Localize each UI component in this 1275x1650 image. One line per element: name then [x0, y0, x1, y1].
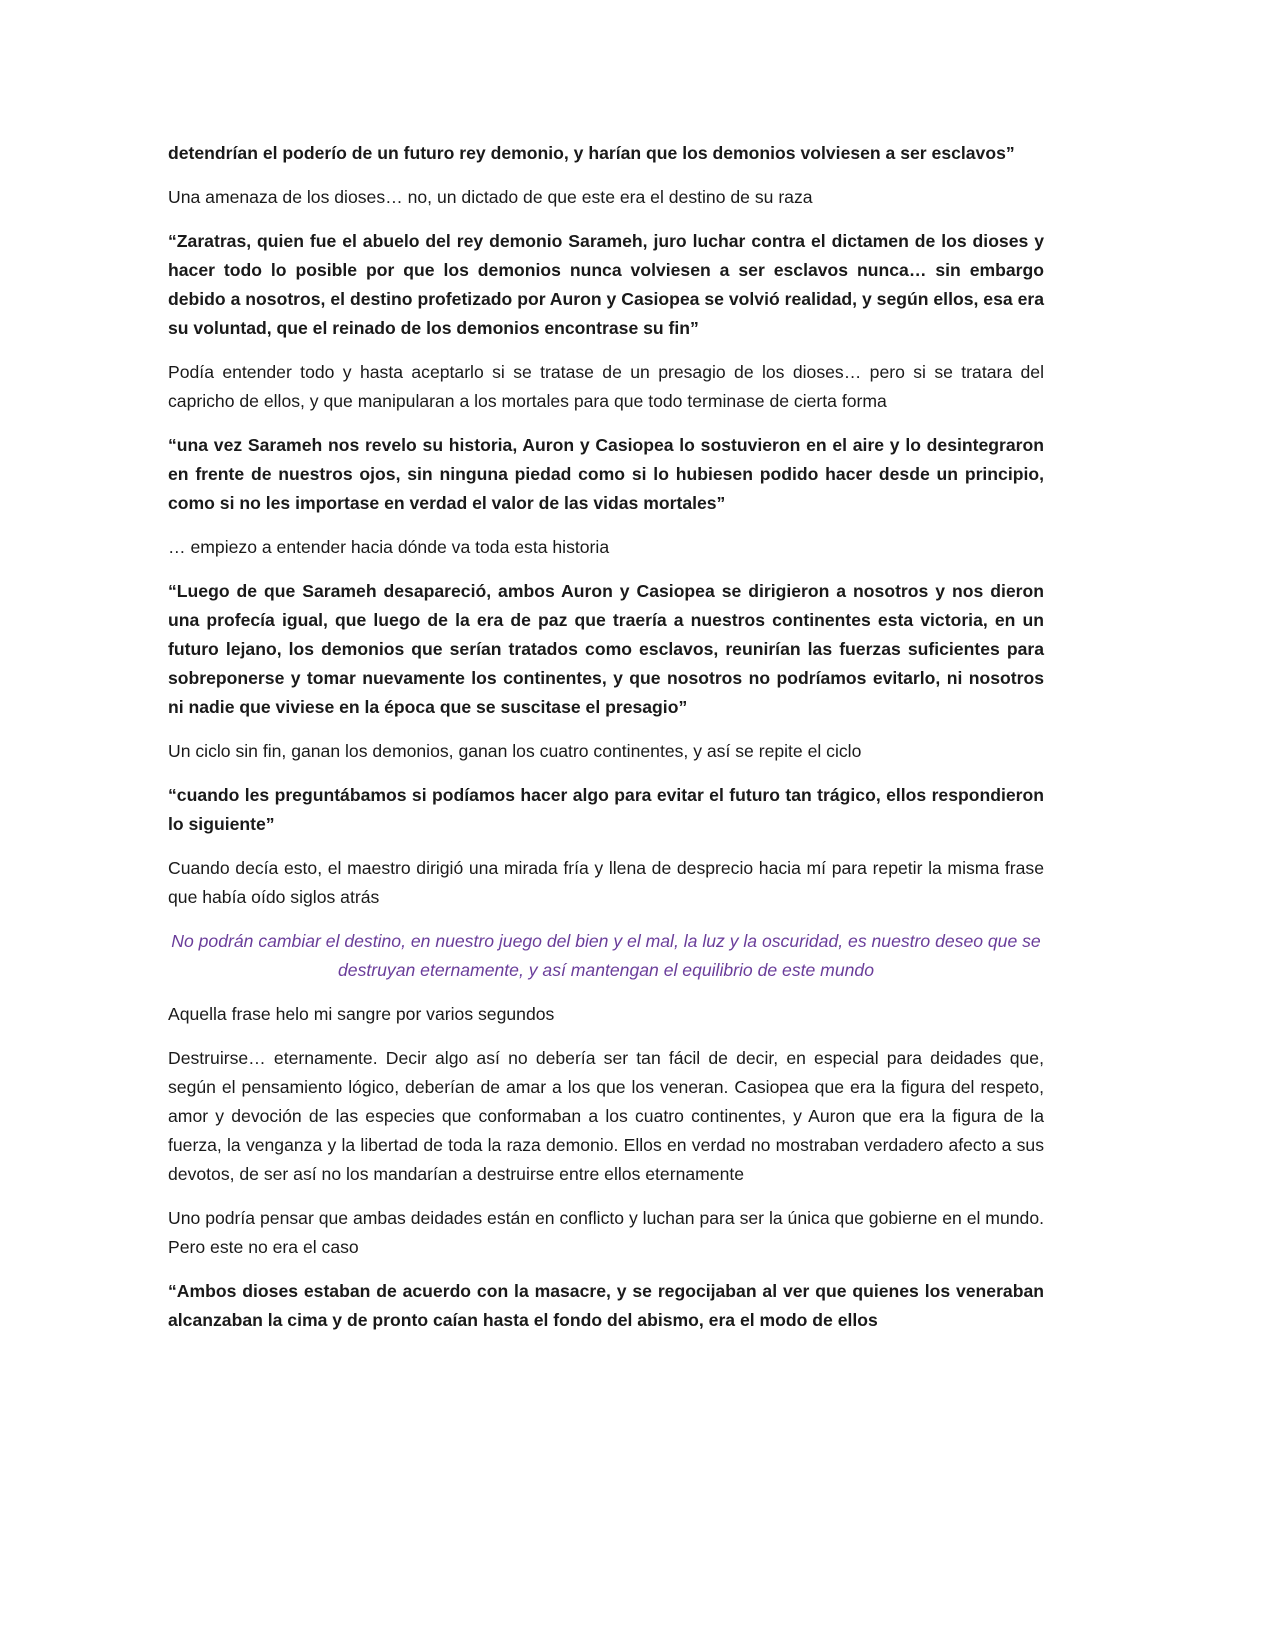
paragraph: Podía entender todo y hasta aceptarlo si se tratase de un presagio de los dioses… pero si se tratara del capricho de ellos, y que manipularan a los mortales para que todo terminase de cierta forma	[168, 362, 1044, 411]
paragraph: detendrían el poderío de un futuro rey demonio, y harían que los demonios volviesen a ser esclavos”	[168, 143, 1015, 163]
paragraph: “Zaratras, quien fue el abuelo del rey demonio Sarameh, juro luchar contra el dictamen de los dioses y hacer todo lo posible por que los demonios nunca volviesen a ser esclavos nunca… sin embargo debido a nosotros, el destino profetizado por Auron y Casiopea se volvió realidad, y según ellos, esa era su voluntad, que el reinado de los demonios encontrase su fin”	[168, 231, 1044, 338]
paragraph: “Luego de que Sarameh desapareció, ambos Auron y Casiopea se dirigieron a nosotros y nos dieron una profecía igual, que luego de la era de paz que traería a nuestros continentes esta victoria, en un futuro lejano, los demonios que serían tratados como esclavos, reunirían las fuerzas suficientes para sobreponerse y tomar nuevamente los continentes, y que nosotros no podríamos evitarlo, ni nosotros ni nadie que viviese en la época que se suscitase el presagio”	[168, 581, 1044, 717]
paragraph: Destruirse… eternamente. Decir algo así no debería ser tan fácil de decir, en especial para deidades que, según el pensamiento lógico, deberían de amar a los que los veneran. Casiopea que era la figura del respeto, amor y devoción de las especies que conformaban a los cuatro continentes, y Auron que era la figura de la fuerza, la venganza y la libertad de toda la raza demonio. Ellos en verdad no mostraban verdadero afecto a sus devotos, de ser así no los mandarían a destruirse entre ellos eternamente	[168, 1048, 1044, 1184]
paragraph: Aquella frase helo mi sangre por varios segundos	[168, 1004, 555, 1024]
paragraph: Un ciclo sin fin, ganan los demonios, ganan los cuatro continentes, y así se repite el ciclo	[168, 741, 862, 761]
paragraph: “cuando les preguntábamos si podíamos hacer algo para evitar el futuro tan trágico, ellos respondieron lo siguiente”	[168, 785, 1044, 834]
paragraph: “una vez Sarameh nos revelo su historia, Auron y Casiopea lo sostuvieron en el aire y lo desintegraron en frente de nuestros ojos, sin ninguna piedad como si lo hubiesen podido hacer desde un principio, como si no les importase en verdad el valor de las vidas mortales”	[168, 435, 1044, 513]
paragraph: Una amenaza de los dioses… no, un dictado de que este era el destino de su raza	[168, 187, 813, 207]
document-page	[168, 139, 1044, 1350]
paragraph: Uno podría pensar que ambas deidades están en conflicto y luchan para ser la única que gobierne en el mundo. Pero este no era el caso	[168, 1208, 1044, 1257]
paragraph: “Ambos dioses estaban de acuerdo con la masacre, y se regocijaban al ver que quienes los veneraban alcanzaban la cima y de pronto caían hasta el fondo del abismo, era el modo de ellos	[168, 1281, 1044, 1330]
quoted-prophecy: No podrán cambiar el destino, en nuestro juego del bien y el mal, la luz y la oscuridad, es nuestro deseo que se destruyan eternamente, y así mantengan el equilibrio de este mundo	[171, 931, 1041, 980]
paragraph: … empiezo a entender hacia dónde va toda esta historia	[168, 537, 610, 557]
paragraph: Cuando decía esto, el maestro dirigió una mirada fría y llena de desprecio hacia mí para repetir la misma frase que había oído siglos atrás	[168, 858, 1044, 907]
